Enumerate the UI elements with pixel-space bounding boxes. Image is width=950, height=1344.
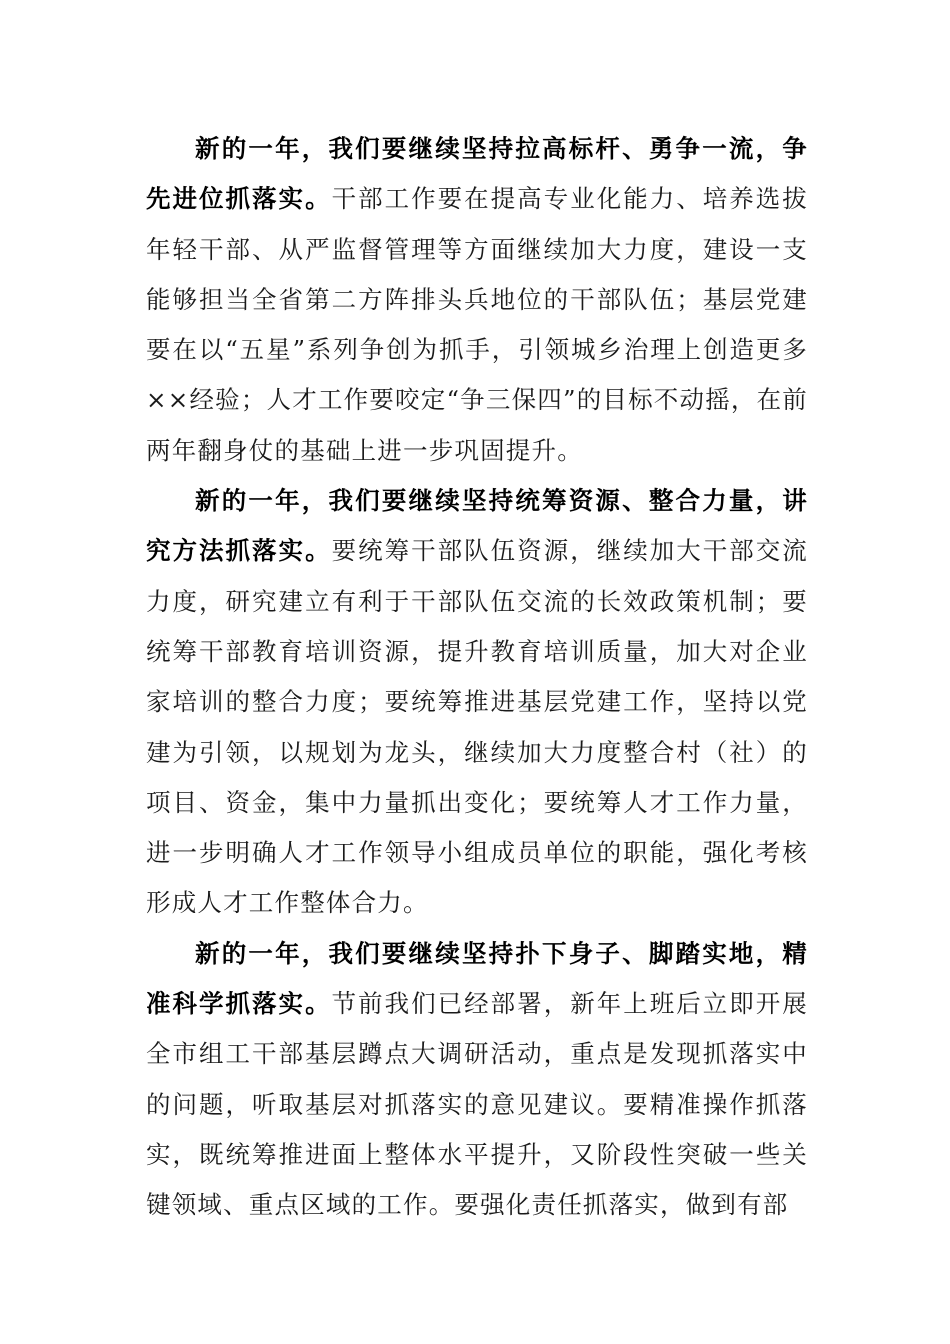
paragraph-3-lead: 新的一年，我们要继续坚持扑下身子、脚踏实地，精准科学抓落实。 [146, 938, 808, 1019]
paragraph-2-body: 要统筹干部队伍资源，继续加大干部交流力度，研究建立有利于干部队伍交流的长效政策机制；要统筹干部教育培训资源，提升教育培训质量，加大对企业家培训的整合力度；要统筹推进基层党建工作，坚持以党建为引领，以规划为龙头，继续加大力度整合村（社）的项目、资金，集中力量抓出变化；要统筹人才工作力量，进一步明确人才工作领导小组成员单位的职能，强化考核形成人才工作整体合力。 [146, 536, 808, 918]
paragraph-1 [146, 124, 808, 476]
paragraph-2-lead: 新的一年，我们要继续坚持统筹资源、整合力量，讲究方法抓落实。 [146, 486, 808, 566]
document-page [146, 124, 808, 1231]
paragraph-1-body: 干部工作要在提高专业化能力、培养选拔年轻干部、从严监督管理等方面继续加大力度，建设一支能够担当全省第二方阵排头兵地位的干部队伍；基层党建要在以“五星”系列争创为抓手，引领城乡治理上创造更多××经验；人才工作要咬定“争三保四”的目标不动摇，在前两年翻身仗的基础上进一步巩固提升。 [146, 184, 809, 465]
paragraph-1-lead: 新的一年，我们要继续坚持拉高标杆、勇争一流，争先进位抓落实。 [146, 134, 808, 214]
paragraph-2 [146, 476, 808, 929]
paragraph-3 [146, 929, 808, 1231]
paragraph-3-body: 节前我们已经部署，新年上班后立即开展全市组工干部基层蹲点大调研活动，重点是发现抓落实中的问题，听取基层对抓落实的意见建议。要精准操作抓落实，既统筹推进面上整体水平提升，又阶段性突破一些关键领域、重点区域的工作。要强化责任抓落实，做到有部 [146, 989, 808, 1220]
